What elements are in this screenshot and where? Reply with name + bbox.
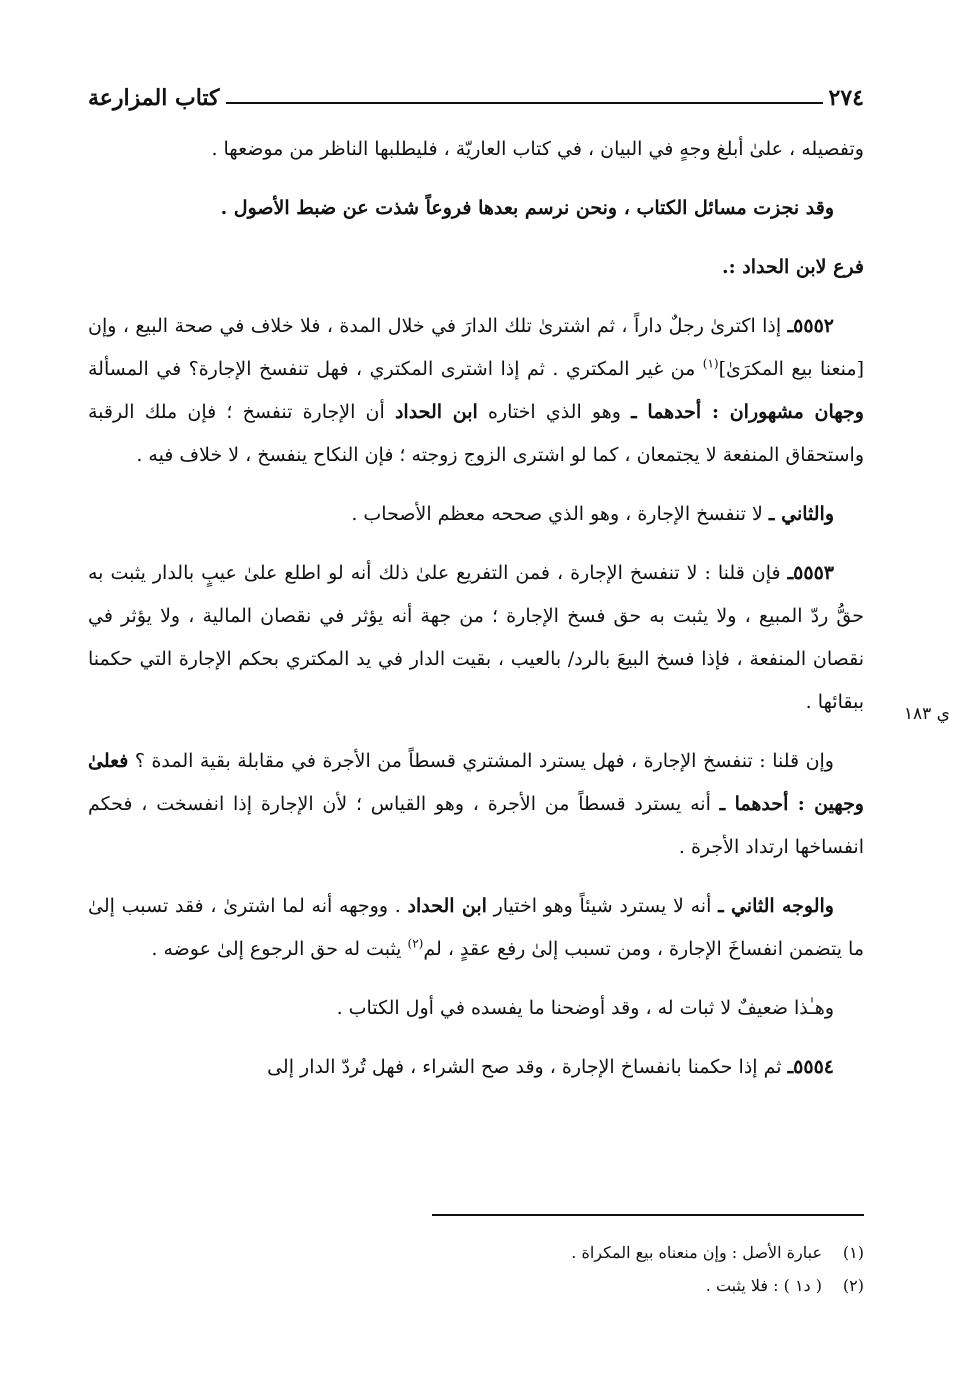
section-heading: فرع لابن الحداد :.	[721, 256, 864, 278]
footnote-ref-2: (٢)	[407, 936, 424, 951]
issue-number: ٥٥٥٣ـ	[787, 562, 834, 584]
header-rule	[226, 102, 823, 104]
paragraph-second-aspect: والوجه الثاني ـ أنه لا يسترد شيئاً وهو اختيار ابن الحداد . ووجهه أنه لما اشترىٰ ، فقد تسبب إلىٰ ما يتضمن انفساخَ الإجارة ، ومن تسبب إلىٰ رفع عقدٍ ، لم$^{(٢)}$ يثبت له حق الرجوع إلىٰ عوضه .	[88, 895, 864, 960]
footnote-ref-1: (١)	[702, 356, 719, 371]
footnotes	[88, 1236, 864, 1302]
issue-number: ٥٥٥٤ـ	[787, 1056, 834, 1078]
footnote-rule	[432, 1214, 864, 1216]
paragraph-5554: ٥٥٥٤ـ ثم إذا حكمنا بانفساخ الإجارة ، وقد صح الشراء ، فهل تُردّ الدار إلى	[267, 1056, 834, 1078]
main-text	[88, 128, 864, 1089]
footnote-text: ( د١ ) : فلا يثبت .	[705, 1276, 822, 1295]
paragraph-5553: ٥٥٥٣ـ فإن قلنا : لا تنفسخ الإجارة ، فمن التفريع علىٰ ذلك أنه لو اطلع علىٰ عيبٍ بالدار يثبت به حقُّ ردّ المبيع ، ولا يثبت به حق فسخ الإجارة ؛ من جهة أنه يؤثر في نقصان المالية ، ولا يؤثر في نقصان المنفعة ، فإذا فسخ البيعَ بالرد/ بالعيب ، بقيت الدار في يد المكتري بحكم الإجارة التي حكمنا ببقائها .	[88, 562, 864, 713]
book-title: كتاب المزارعة	[88, 85, 220, 111]
paragraph-5552: ٥٥٥٢ـ إذا اكترىٰ رجلٌ داراً ، ثم اشترىٰ تلك الدارَ في خلال المدة ، فلا خلاف في صحة البيع ، وإن [منعنا بيع المكرَىٰ]$^{(١)}$ من غير المكتري . ثم إذا اشترى المكتري ، فهل تنفسخ الإجارة؟ في المسألة وجهان مشهوران : أحدهما ـ وهو الذي اختاره ابن الحداد أن الإجارة تنفسخ ؛ فإن ملك الرقبة واستحقاق المنفعة لا يجتمعان ، كما لو اشترى الزوج زوجته ؛ فإن النكاح ينفسخ ، لا خلاف فيه .	[88, 315, 864, 466]
footnote-mark: (١)	[842, 1243, 864, 1262]
footnote-1	[88, 1236, 864, 1269]
paragraph-refund: وإن قلنا : تنفسخ الإجارة ، فهل يسترد المشتري قسطاً من الأجرة في مقابلة بقية المدة ؟ فعلىٰ وجهين : أحدهما ـ أنه يسترد قسطاً من الأجرة ، وهو القياس ؛ لأن الإجارة إذا انفسخت ، فحكم انفساخها ارتداد الأجرة .	[88, 750, 864, 858]
paragraph-1: وتفصيله ، علىٰ أبلغ وجهٍ في البيان ، في كتاب العاريّة ، فليطلبها الناظر من موضعها .	[211, 138, 864, 160]
footnote-2	[88, 1269, 864, 1302]
page-number: ٢٧٤	[828, 85, 864, 111]
paragraph-second-view: والثاني ـ لا تنفسخ الإجارة ، وهو الذي صححه معظم الأصحاب .	[351, 503, 834, 525]
paragraph-weak: وهـٰذا ضعيفٌ لا ثبات له ، وقد أوضحنا ما يفسده في أول الكتاب .	[336, 997, 834, 1019]
page-header	[88, 80, 864, 116]
footnote-mark: (٢)	[842, 1276, 864, 1295]
paragraph-2: وقد نجزت مسائل الكتاب ، ونحن نرسم بعدها فروعاً شذت عن ضبط الأصول .	[220, 197, 834, 219]
footnote-text: عبارة الأصل : وإن منعناه بيع المكراة .	[571, 1243, 822, 1262]
issue-number: ٥٥٥٢ـ	[787, 315, 834, 337]
margin-manuscript-ref: ي ١٨٣	[903, 704, 950, 724]
